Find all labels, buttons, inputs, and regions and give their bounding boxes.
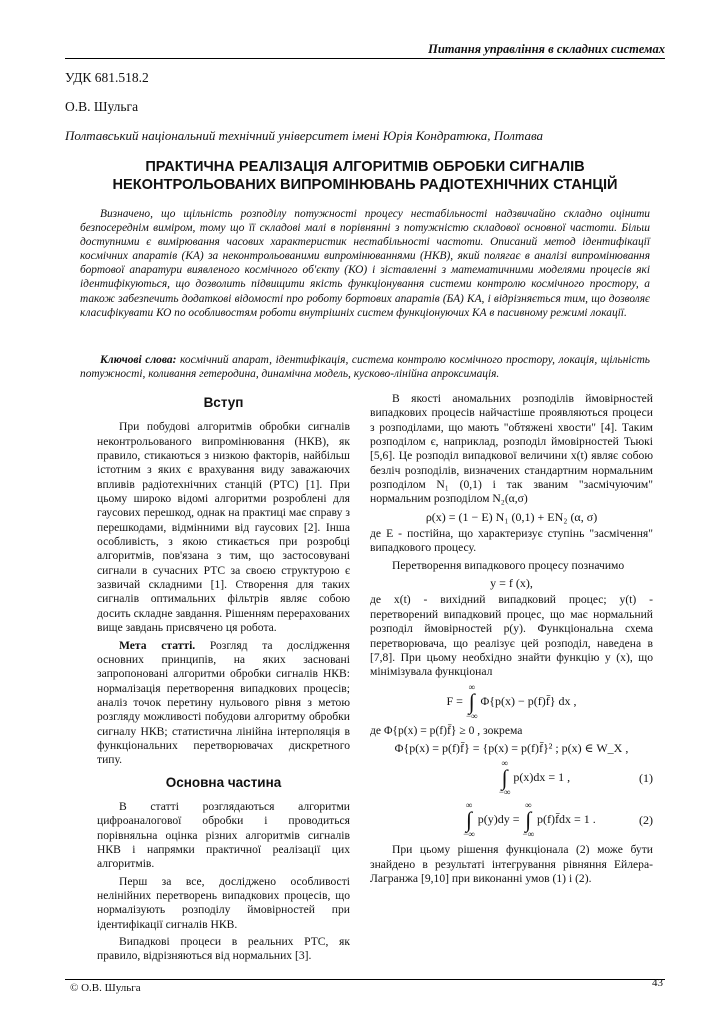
eq-body: p(f)f̄dx = 1 . <box>537 811 596 826</box>
integral-sign: ∞ ∫ −∞ <box>498 758 511 798</box>
paragraph: Випадкові процеси в реальних РТС, як правило, відрізняються від нормальних [3]. <box>97 935 350 963</box>
footer-rule <box>65 979 665 980</box>
text: зокрема <box>483 723 523 737</box>
integral-sign: ∞ ∫ −∞ <box>522 800 534 840</box>
eq1-expression <box>499 759 570 797</box>
eq-body: p(y)dy = <box>477 811 520 826</box>
header-rule <box>65 58 665 59</box>
section-heading-main: Основна частина <box>165 774 282 790</box>
paragraph: При цьому рішення функціонала (2) може бути знайдено в результаті інтегрування рівняння Ейлера-Лагранжа [9,10] при виконанні умов (1) і (2). <box>370 843 653 885</box>
goal-paragraph <box>97 639 350 768</box>
section-heading-intro: Вступ <box>203 395 244 410</box>
title-line-2: НЕКОНТРОЛЬОВАНИХ ВИПРОМІНЮВАНЬ РАДІОТЕХНІЧНИХ СТАНЦІЙ <box>112 177 618 193</box>
paragraph: де x(t) - вихідний випадковий процес; y(t) - перетворений випадковий процес, що має нормальний розподіл ймовірностей p(y). Функціональна схема перетворювача, що реалізує цей розподіл, наведена в [7,8]. При цьому необхідно знайти функцію y (x), що мінімізувала функціонал <box>370 593 653 679</box>
eq2-expression <box>463 801 596 839</box>
copyright: © О.В. Шульга <box>70 982 141 994</box>
paragraph-condition <box>370 724 653 738</box>
int-lower: −∞ <box>465 710 478 721</box>
int-upper: ∞ <box>465 800 473 811</box>
paragraph: де E - постійна, що характеризує ступінь "засмічення" випадкового процесу. <box>370 527 653 555</box>
title-line-1: ПРАКТИЧНА РЕАЛІЗАЦІЯ АЛГОРИТМІВ ОБРОБКИ СИГНАЛІВ <box>145 159 585 175</box>
equation-tukey: ρ(x) = (1 − E) N₁ (0,1) + EN₂ (α, σ) <box>425 509 598 524</box>
author-name: О.В. Шульга <box>65 99 139 114</box>
inline-equation: Φ{p(x) = p(f)f̄} ≥ 0 , <box>383 723 481 737</box>
int-upper: ∞ <box>468 681 475 692</box>
eq-lhs: F = <box>446 693 463 708</box>
int-upper: ∞ <box>525 800 532 811</box>
eq-body: Φ{p(x) − p(f)f̄} dx , <box>480 693 577 708</box>
abstract: Визначено, що щільність розподілу потужності процесу нестабільності надзвичайно складно оцінити безпосереднім виміром, тому що її складові малі в порівнянні з потужністю складової основної частоти. Більш доступними є вимірювання часових характеристик нестабільності частоти. Описаний метод ідентифікації космічних апаратів (КА) за неконтрольованими випромінюваннями (НКВ), який полягає в аналізі випромінювання бортової апаратури виявленого космічного об'єкту (КО) і зіставленні з математичними моделями процесів які ідентифікуються, що дозволить підвищити якість функціонування системи контролю космічного простору, а також забезпечить додаткові відомості про роботу бортових апаратів (БА) КА, і відрізняється тим, що дозволяє класифікувати КО по особливостям роботи внутрішніх систем функціонуючих КА в пасивному режимі локації. <box>80 208 650 319</box>
int-lower: −∞ <box>498 787 511 798</box>
equation-phi: Φ{p(x) = p(f)f̄} = {p(x) = p(f)f̄}² ; p(x) ∈ W_X , <box>394 740 629 755</box>
affiliation: Полтавський національний технічний університет імені Юрія Кондратюка, Полтава <box>65 128 544 143</box>
int-lower: −∞ <box>463 829 475 840</box>
equation-1 <box>370 759 653 797</box>
goal-text: Розгляд та дослідження основних принципів, на яких засновані запропоновані алгоритми обробки сигналів НКВ: нормалізація перетворення випадкових процесів; аналіз точок перетину нульового рівня з метою розгляду можливості побудови алгоритму обробки сигналу НКВ; статистична лінійна інтерполяція в функціональних перетворювачах дискретного типу. <box>97 638 350 767</box>
integral-sign: ∞ ∫ −∞ <box>465 681 478 721</box>
equation-number: (1) <box>638 771 653 786</box>
keywords <box>80 353 650 381</box>
paragraph: При побудові алгоритмів обробки сигналів неконтрольованого випромінювання (НКВ), як правило, стикаються з низкою факторів, найбільш істотним з яких є врахування виду заважаючих впливів радіотехнічних станцій (РТС) [1]. При цьому широко відомі алгоритми розроблені для гаусових перешкод, однак на практиці має справу з перешкодами, відмінними від гаусових [2]. Інша особливість, з якою стикається при розробці алгоритмів, пов'язана з тим, що застосовувані сигнали в сучасних РТС за своєю структурою є зазвичай складними [1]. Створення для таких сигналів оптимальних фільтрів являє собою досить складне завдання. Рішенням перерахованих вище завдань присвячено ця робота. <box>97 420 350 635</box>
paragraph: Перш за все, досліджено особливості нелінійних перетворень випадкових процесів, що нормалізують розподілу ймовірностей при ідентифікації сигналів НКВ. <box>97 874 350 931</box>
left-column <box>97 396 350 967</box>
paragraph: В якості аномальних розподілів ймовірностей випадкових процесів найчастіше проявляються процеси з розподілами, що мають "обтяжені хвости" [4]. Таким розподілом є, наприклад, розподіл ймовірностей Тьюкі [5,6]. Це розподіл випадкової величини x(t) являє собою безліч розподілів, визначених стандартним нормальним розподілом N₁ (0,1) і так званим "засмічуючим" нормальним розподілом N₂(α,σ) <box>370 392 653 506</box>
right-column <box>370 392 653 889</box>
equation-2 <box>370 801 653 839</box>
text: де <box>370 723 382 737</box>
page-number: 43 <box>652 977 663 989</box>
journal-section-header: Питання управління в складних системах <box>428 42 665 56</box>
integral-sign: ∞ ∫ −∞ <box>463 800 475 840</box>
keywords-text: космічний апарат, ідентифікація, система контролю космічного простору, локація, щільність потужності, коливання гетеродина, динамічна модель, кусково-лінійна апроксимація. <box>80 354 650 381</box>
int-lower: −∞ <box>522 829 534 840</box>
paragraph: В статті розглядаються алгоритми цифроаналогової обробки і проводиться порівняльна оцінка різних алгоритмів сигналів НКВ і напрямки практичної реалізації цих алгоритмів. <box>97 799 350 871</box>
goal-label: Мета статті. <box>119 638 196 652</box>
paper-title <box>65 158 665 194</box>
equation-functional <box>370 683 653 721</box>
eq-body: p(x)dx = 1 , <box>513 769 571 784</box>
equation-transform: y = f (x), <box>490 576 533 591</box>
equation-number: (2) <box>639 813 653 828</box>
paragraph: Перетворення випадкового процесу позначимо <box>392 558 625 572</box>
keywords-label: Ключові слова: <box>100 354 177 366</box>
int-upper: ∞ <box>501 758 508 769</box>
udk-code: УДК 681.518.2 <box>65 70 149 85</box>
